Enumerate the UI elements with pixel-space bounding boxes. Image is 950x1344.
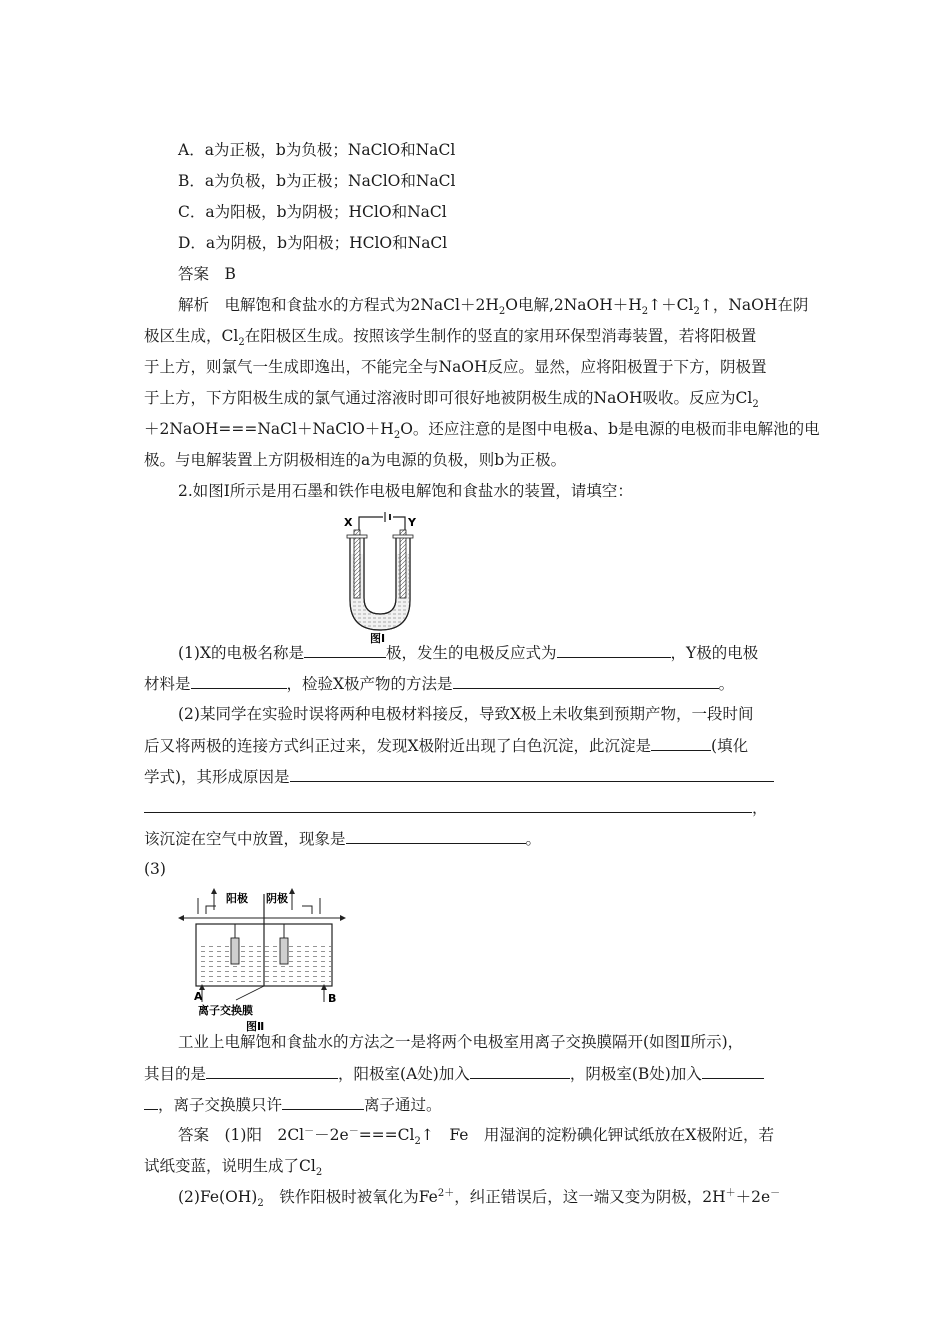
blank-cathode-input-cont[interactable] [144, 1094, 158, 1110]
q2-part3-line2: 其目的是 ，阳极室(A处)加入 ，阴极室(B处)加入 [144, 1063, 806, 1084]
option-d: D．a为阴极，b为阳极；HClO和NaCl [178, 234, 448, 252]
blank-y-material[interactable] [191, 673, 287, 689]
blank-electrode-name[interactable] [304, 642, 386, 658]
option-c: C．a为阳极，b为阴极；HClO和NaCl [178, 203, 447, 221]
analysis-line-3: 于上方，则氯气一生成即逸出，不能完全与NaOH反应。显然，应将阳极置于下方，阴极置 [144, 358, 767, 376]
fig2-membrane-label: 离子交换膜 [198, 1004, 253, 1017]
q2-part3-line1: 工业上电解饱和食盐水的方法之一是将两个电极室用离子交换膜隔开(如图Ⅱ所示)， [178, 1033, 744, 1051]
fig2-label-b: B [328, 992, 337, 1005]
question-2-intro: 2.如图Ⅰ所示是用石墨和铁作电极电解饱和食盐水的装置，请填空： [178, 482, 633, 500]
figure-1-u-tube [338, 508, 438, 644]
analysis-line-5: $+2NaOH===NaCl+NaClO+H_2O$。还应注意的是图中电极a、b是电源的电极而非电解池的电 [144, 420, 820, 442]
option-a: A．a为正极，b为负极；NaClO和NaCl [178, 141, 456, 159]
blank-test-method[interactable] [453, 673, 719, 689]
q2-part2-line3: 学式)，其形成原因是 [144, 766, 806, 787]
answer-2-line3: $(2)Fe(OH)_2$ 铁作阳极时被氧化为$Fe^{2+}$，纠正错误后，这一端又变为阴极，2H＋＋2e－ [178, 1187, 781, 1210]
q2-part2-line4: ， [144, 797, 806, 818]
q2-part2-line5: 该沉淀在空气中放置，现象是 。 [144, 830, 542, 848]
q2-part2-line1: (2)某同学在实验时误将两种电极材料接反，导致X极上未收集到预期产物，一段时间 [178, 705, 754, 723]
q2-part1-line2: 材料是 ，检验X极产物的方法是 。 [144, 675, 735, 693]
blank-electrode-reaction[interactable] [557, 642, 671, 658]
analysis-line-6: 极。与电解装置上方阴极相连的a为电源的负极，则b为正极。 [144, 451, 567, 469]
analysis-line-1: 解析 电解饱和食盐水的方程式为$2NaCl+2H_2O$电解$,2NaOH+H_2↑+Cl_2↑$，NaOH在阴 [178, 296, 809, 318]
analysis-line-4: 于上方，下方阳极生成的氯气通过溶液时即可很好地被阴极生成的NaOH吸收。反应为$Cl_2$ [144, 389, 759, 411]
analysis-line-2: 极区生成，$Cl_2$在阳极区生成。按照该学生制作的竖直的家用环保型消毒装置，若将阳极置 [144, 327, 757, 349]
blank-formation-reason-1[interactable] [290, 766, 774, 782]
blank-anode-input[interactable] [470, 1063, 570, 1079]
answer-2-line1: 答案 (1)阳 $2Cl^--2e^-===Cl_2↑$ Fe 用湿润的淀粉碘化钾试纸放在X极附近，若 [178, 1125, 774, 1148]
blank-precipitate-formula[interactable] [651, 735, 711, 751]
fig2-caption: 图Ⅱ [246, 1020, 265, 1033]
q2-part1-line1: (1)X的电极名称是 极，发生的电极反应式为 ，Y极的电极 [178, 644, 759, 662]
q2-part3-label: (3) [144, 860, 166, 878]
blank-membrane-purpose[interactable] [206, 1063, 338, 1079]
fig2-cathode-label: 阴极 [266, 892, 288, 905]
blank-formation-reason-2[interactable] [144, 797, 752, 813]
q2-part2-line2: 后又将两极的连接方式纠正过来，发现X极附近出现了白色沉淀，此沉淀是 (填化 [144, 737, 749, 755]
q2-part3-line3: ，离子交换膜只许 离子通过。 [144, 1094, 806, 1115]
blank-phenomenon[interactable] [346, 828, 526, 844]
blank-cathode-input[interactable] [702, 1063, 764, 1079]
blank-ion-type[interactable] [282, 1094, 364, 1110]
figure-2-membrane-cell [176, 884, 356, 1034]
fig1-x-label: X [344, 516, 353, 529]
answer-1: 答案 B [178, 265, 236, 283]
fig2-label-a: A [194, 990, 203, 1003]
fig2-anode-label: 阳极 [226, 892, 248, 905]
fig1-y-label: Y [408, 516, 416, 529]
fig1-caption: 图Ⅰ [370, 632, 386, 644]
option-b: B．a为负极，b为正极；NaClO和NaCl [178, 172, 456, 190]
answer-2-line2: 试纸变蓝，说明生成了$Cl_2$ [144, 1157, 323, 1179]
